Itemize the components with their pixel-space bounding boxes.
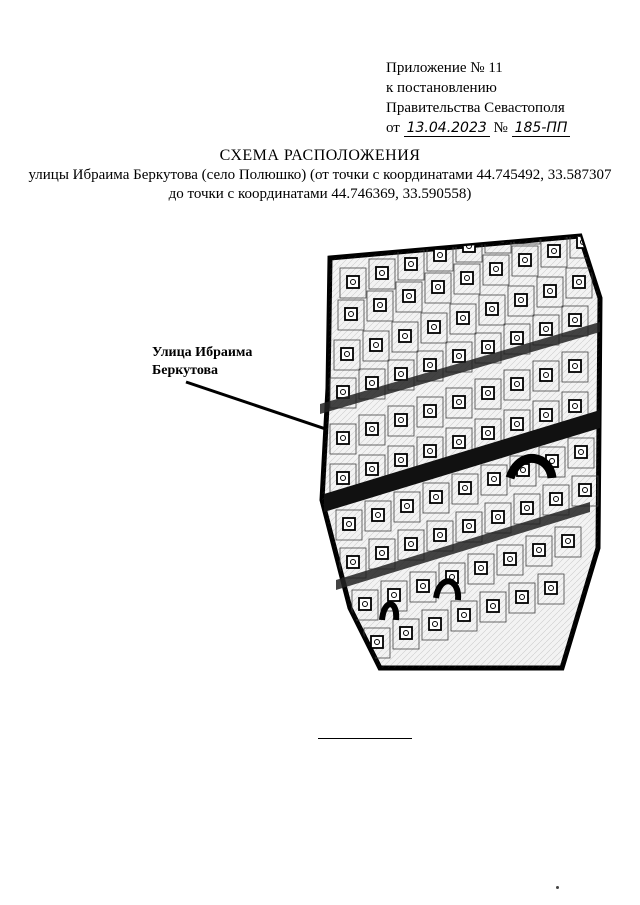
building-footprint — [540, 409, 552, 421]
building-footprint — [429, 618, 441, 630]
building-footprint — [347, 556, 359, 568]
building-footprint — [395, 414, 407, 426]
building-footprint — [417, 580, 429, 592]
building-footprint — [511, 378, 523, 390]
signature-line — [318, 738, 412, 739]
building-footprint — [359, 598, 371, 610]
building-footprint — [432, 281, 444, 293]
land-plot — [543, 228, 569, 235]
building-footprint — [424, 405, 436, 417]
page-title: СХЕМА РАСПОЛОЖЕНИЯ — [219, 147, 421, 164]
building-footprint — [405, 258, 417, 270]
building-footprint — [424, 445, 436, 457]
building-footprint — [573, 276, 585, 288]
building-footprint — [511, 418, 523, 430]
building-footprint — [548, 245, 560, 257]
appendix-to-resolution: к постановлению — [386, 80, 497, 96]
building-footprint — [337, 432, 349, 444]
building-footprint — [395, 454, 407, 466]
building-footprint — [544, 285, 556, 297]
building-footprint — [545, 582, 557, 594]
building-footprint — [405, 538, 417, 550]
building-footprint — [388, 589, 400, 601]
building-footprint — [343, 518, 355, 530]
building-footprint — [366, 463, 378, 475]
building-footprint — [463, 520, 475, 532]
building-footprint — [569, 400, 581, 412]
building-footprint — [482, 387, 494, 399]
building-footprint — [434, 249, 446, 261]
site-plan-map — [300, 228, 620, 703]
building-footprint — [482, 341, 494, 353]
page-subtitle: улицы Ибраима Беркутова (село Полюшко) (от точки с координатами 44.745492, 33.587307 до точки с координатами 44.746369, 33.590558) — [28, 167, 612, 202]
building-footprint — [575, 446, 587, 458]
building-footprint — [488, 473, 500, 485]
building-marker — [496, 235, 501, 240]
building-footprint — [540, 369, 552, 381]
building-footprint — [487, 600, 499, 612]
building-footprint — [492, 511, 504, 523]
building-footprint — [482, 427, 494, 439]
building-footprint — [533, 544, 545, 556]
building-footprint — [395, 368, 407, 380]
building-footprint — [458, 609, 470, 621]
building-footprint — [457, 312, 469, 324]
building-footprint — [366, 423, 378, 435]
building-footprint — [521, 502, 533, 514]
number-prefix: № — [493, 120, 508, 136]
building-footprint — [453, 396, 465, 408]
building-footprint — [504, 553, 516, 565]
building-footprint — [345, 308, 357, 320]
building-footprint — [341, 348, 353, 360]
building-footprint — [486, 303, 498, 315]
building-footprint — [401, 500, 413, 512]
building-footprint — [403, 290, 415, 302]
building-footprint — [515, 294, 527, 306]
building-footprint — [453, 350, 465, 362]
appendix-number: Приложение № 11 — [386, 60, 503, 76]
building-footprint — [399, 330, 411, 342]
building-footprint — [550, 493, 562, 505]
street-callout-line2: Беркутова — [152, 363, 219, 378]
building-footprint — [475, 562, 487, 574]
building-footprint — [428, 321, 440, 333]
building-footprint — [372, 509, 384, 521]
date-prefix: от — [386, 120, 400, 136]
building-marker — [525, 228, 530, 231]
building-footprint — [424, 359, 436, 371]
building-footprint — [430, 491, 442, 503]
building-footprint — [370, 339, 382, 351]
street-callout-line1: Улица Ибраима — [152, 345, 253, 360]
building-footprint — [579, 484, 591, 496]
map-drawing — [300, 228, 620, 698]
date-value: 13.04.2023 — [404, 120, 490, 137]
building-footprint — [569, 314, 581, 326]
appendix-government: Правительства Севастополя — [386, 100, 565, 116]
building-footprint — [516, 591, 528, 603]
building-footprint — [540, 323, 552, 335]
number-value: 185-ПП — [512, 120, 571, 137]
building-footprint — [562, 535, 574, 547]
building-footprint — [371, 636, 383, 648]
building-footprint — [569, 360, 581, 372]
building-footprint — [400, 627, 412, 639]
building-footprint — [511, 332, 523, 344]
building-footprint — [374, 299, 386, 311]
building-footprint — [376, 267, 388, 279]
building-footprint — [521, 228, 533, 234]
page-mark — [556, 886, 559, 889]
building-footprint — [347, 276, 359, 288]
building-footprint — [366, 377, 378, 389]
building-footprint — [490, 263, 502, 275]
building-footprint — [376, 547, 388, 559]
building-footprint — [459, 482, 471, 494]
building-footprint — [434, 529, 446, 541]
building-footprint — [337, 472, 349, 484]
building-footprint — [453, 436, 465, 448]
building-footprint — [461, 272, 473, 284]
building-footprint — [519, 254, 531, 266]
